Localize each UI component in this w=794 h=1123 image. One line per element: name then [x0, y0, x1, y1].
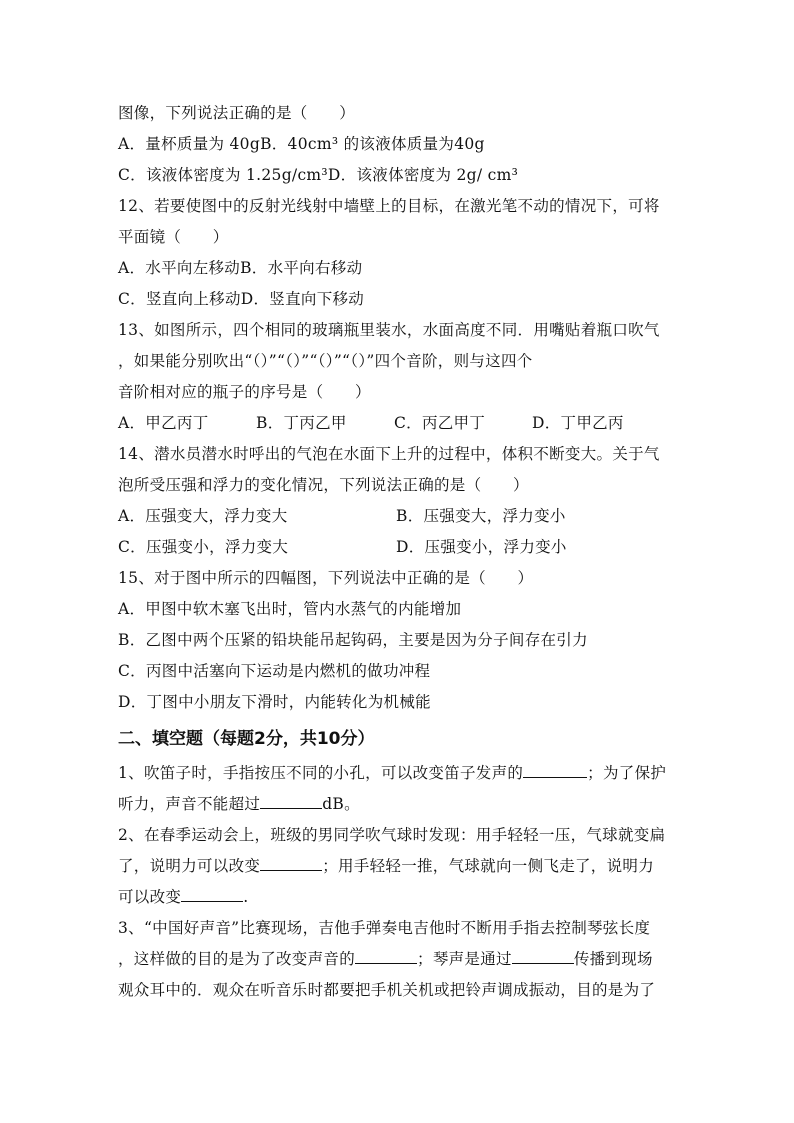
q14-options-row2 — [118, 532, 678, 563]
answer-blank — [355, 949, 417, 964]
q13-option-c: C．丙乙甲丁 — [394, 414, 486, 432]
q14-option-d: D．压强变小，浮力变小 — [396, 538, 567, 556]
answer-blank — [260, 794, 322, 809]
f3-line3: 观众耳中的．观众在听音乐时都要把手机关机或把铃声调成振动，目的是为了 — [118, 981, 656, 999]
q13-stem-line1: 13、如图所示，四个相同的玻璃瓶里装水，水面高度不同．用嘴贴着瓶口吹气 — [118, 321, 660, 339]
q15-option-a: A．甲图中软木塞飞出时，管内水蒸气的内能增加 — [118, 600, 462, 618]
q14-option-a: A．压强变大，浮力变大 — [118, 507, 288, 525]
q11-stem-tail: 图像，下列说法正确的是（ ） — [118, 104, 356, 122]
f1-line1-text-b: ；为了保护 — [587, 764, 667, 782]
f2-line3 — [118, 882, 678, 913]
f3-line2-text-a: ，这样做的目的是为了改变声音的 — [118, 950, 356, 968]
q11-option-cd: C．该液体密度为 1.25g/cm³D．该液体密度为 2g/ cm³ — [118, 166, 519, 184]
f1-line2 — [118, 789, 678, 820]
q13-stem-line2: ，如果能分别吹出“（）”“（）”“（）”“（）”四个音阶，则与这四个 — [118, 352, 533, 370]
answer-blank — [523, 763, 587, 778]
answer-blank — [260, 856, 322, 871]
q13-option-d: D．丁甲乙丙 — [532, 414, 624, 432]
q14-options-row1 — [118, 501, 678, 532]
q12-stem-line1: 12、若要使图中的反射光线射中墙壁上的目标，在激光笔不动的情况下，可将 — [118, 197, 660, 215]
q12-option-ab: A．水平向左移动B．水平向右移动 — [118, 259, 363, 277]
q12-stem-line2: 平面镜（ ） — [118, 228, 229, 246]
f2-line3-text-b: . — [243, 888, 249, 906]
q15-option-c: C．丙图中活塞向下运动是内燃机的做功冲程 — [118, 662, 431, 680]
q13-option-b: B．丁丙乙甲 — [256, 414, 347, 432]
f2-line2-text-b: ；用手轻轻一推，气球就向一侧飞走了，说明力 — [322, 857, 655, 875]
f1-line2-text-a: 听力，声音不能超过 — [118, 795, 261, 813]
q14-option-c: C．压强变小，浮力变大 — [118, 538, 289, 556]
f3-line2 — [118, 944, 678, 975]
f2-line2-text-a: 了，说明力可以改变 — [118, 857, 261, 875]
q14-option-b: B．压强变大，浮力变小 — [396, 507, 566, 525]
f3-line1: 3、“中国好声音”比赛现场，吉他手弹奏电吉他时不断用手指去控制琴弦长度 — [118, 919, 651, 937]
f1-line1-text-a: 1、吹笛子时，手指按压不同的小孔，可以改变笛子发声的 — [118, 764, 524, 782]
q11-option-ab: A．量杯质量为 40gB．40cm³ 的该液体质量为40g — [118, 135, 485, 153]
q13-stem-line3: 音阶相对应的瓶子的序号是（ ） — [118, 383, 371, 401]
q12-option-cd: C．竖直向上移动D．竖直向下移动 — [118, 290, 365, 308]
q15-option-b: B．乙图中两个压紧的铅块能吊起钩码，主要是因为分子间存在引力 — [118, 631, 588, 649]
q13-options — [118, 408, 678, 439]
f2-line1: 2、在春季运动会上，班级的男同学吹气球时发现：用手轻轻一压，气球就变扁 — [118, 826, 666, 844]
section-heading-fill-in: 二、填空题（每题2分，共10分） — [118, 729, 375, 749]
page-content — [118, 98, 678, 1006]
f2-line3-text-a: 可以改变 — [118, 888, 182, 906]
f3-line2-text-b: ；琴声是通过 — [417, 950, 512, 968]
answer-blank — [181, 887, 243, 902]
f3-line2-text-c: 传播到现场 — [573, 950, 653, 968]
f1-line2-text-b: dB。 — [322, 795, 360, 813]
q15-option-d: D．丁图中小朋友下滑时，内能转化为机械能 — [118, 693, 431, 711]
q13-option-a: A．甲乙丙丁 — [118, 414, 209, 432]
q14-stem-line2: 泡所受压强和浮力的变化情况，下列说法正确的是（ ） — [118, 476, 529, 494]
answer-blank — [512, 949, 574, 964]
f2-line2 — [118, 851, 678, 882]
q14-stem-line1: 14、潜水员潜水时呼出的气泡在水面下上升的过程中，体积不断变大。关于气 — [118, 445, 660, 463]
q15-stem: 15、对于图中所示的四幅图，下列说法中正确的是（ ） — [118, 569, 534, 587]
f1-line1 — [118, 758, 678, 789]
